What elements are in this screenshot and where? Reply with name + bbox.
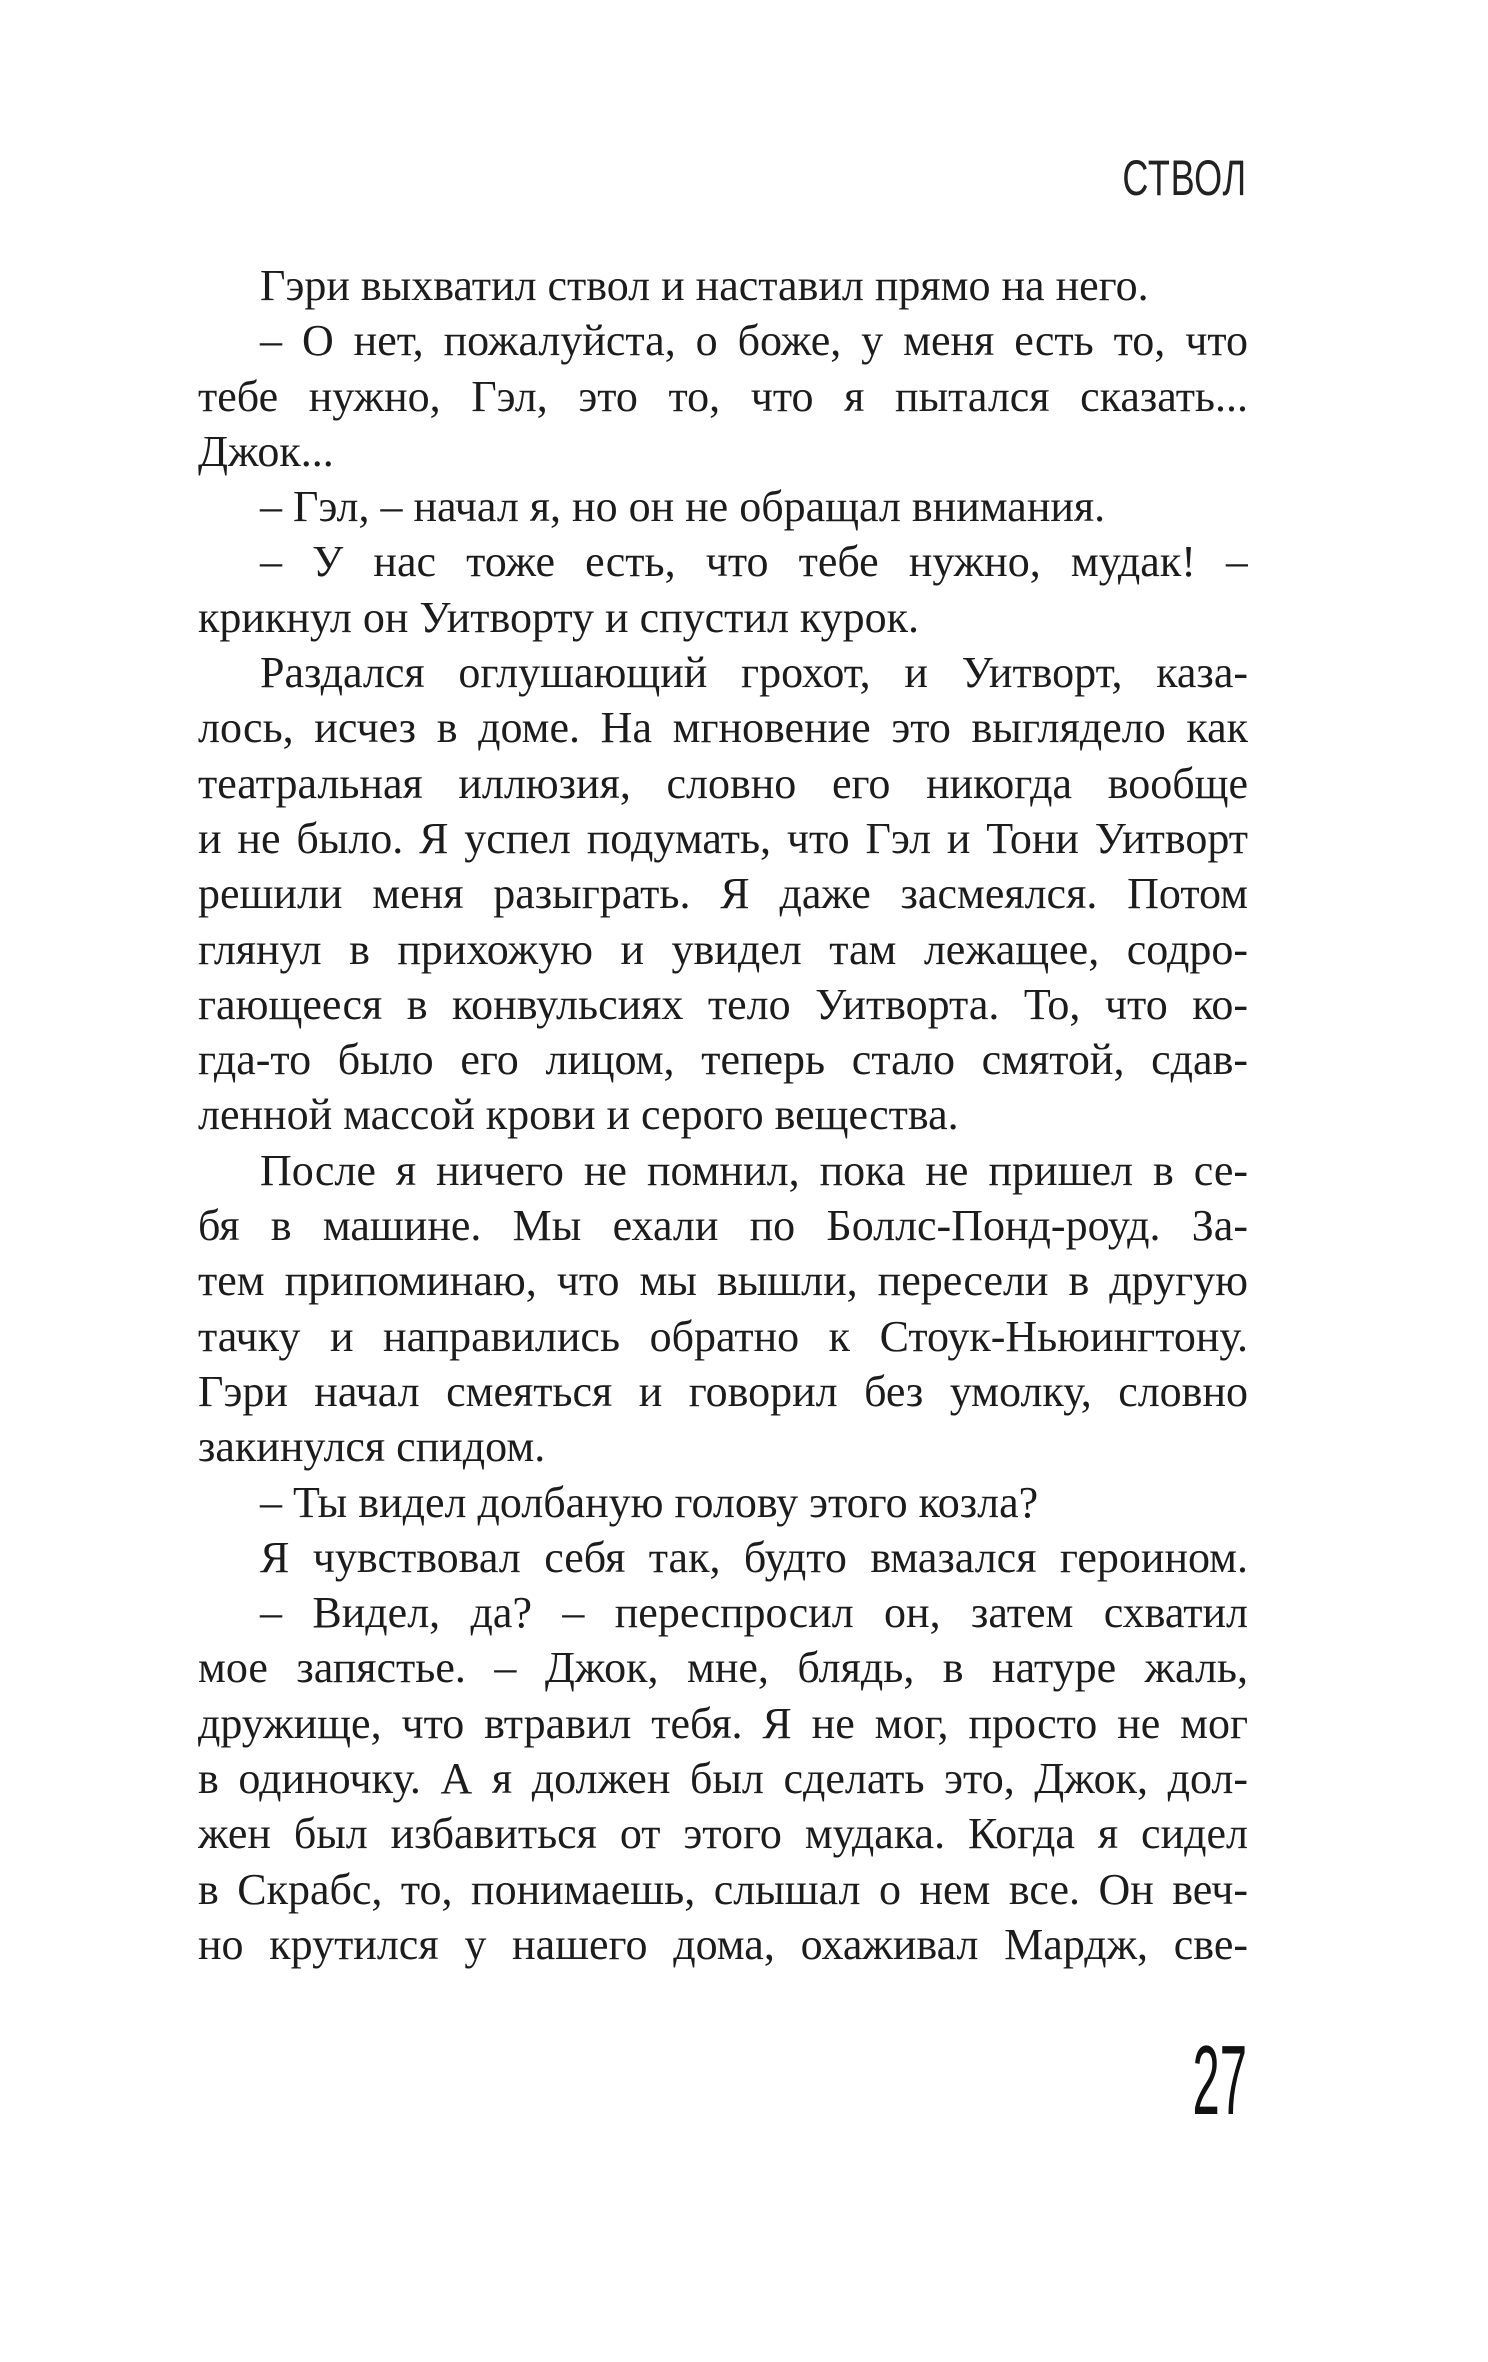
text-line: гда-то было его лицом, теперь стало смятой, сдав- [198, 1035, 1248, 1085]
text-line: Джок... [198, 426, 334, 476]
text-line: но крутился у нашего дома, охаживал Мардж, све- [198, 1919, 1248, 1969]
text-line: ленной массой крови и серого вещества. [198, 1090, 959, 1140]
text-line: тебе нужно, Гэл, это то, что я пытался сказать... [198, 371, 1248, 421]
text-line: Гэри выхватил ствол и наставил прямо на него. [260, 261, 1149, 310]
text-line: жен был избавиться от этого мудака. Когда я сидел [198, 1809, 1248, 1859]
text-line: мое запястье. – Джок, мне, блядь, в натуре жаль, [198, 1643, 1248, 1693]
text-line: бя в машине. Мы ехали по Боллс-Понд-роуд. За- [198, 1201, 1248, 1251]
running-head: СТВОЛ [1122, 150, 1247, 206]
text-line: Я чувствовал себя так, будто вмазался героином. [260, 1532, 1248, 1582]
text-line: – Гэл, – начал я, но он не обращал внимания. [260, 482, 1106, 532]
text-line: Гэри начал смеяться и говорил без умолку, словно [198, 1366, 1248, 1416]
text-line: глянул в прихожую и увидел там лежащее, содро- [198, 924, 1248, 974]
body-text [198, 258, 1248, 1972]
text-line: тем припоминаю, что мы вышли, пересели в другую [198, 1256, 1248, 1306]
text-line: и не было. Я успел подумать, что Гэл и Тони Уитворт [198, 813, 1248, 863]
text-line: решили меня разыграть. Я даже засмеялся. Потом [198, 869, 1248, 919]
text-line: После я ничего не помнил, пока не пришел в се- [260, 1145, 1248, 1195]
text-line: крикнул он Уитворту и спустил курок. [198, 592, 920, 642]
text-line: театральная иллюзия, словно его никогда вообще [198, 758, 1248, 808]
text-line: тачку и направились обратно к Стоук-Ньюингтону. [198, 1311, 1248, 1361]
text-line: – Ты видел долбаную голову этого козла? [260, 1477, 1039, 1527]
text-line: Раздался оглушающий грохот, и Уитворт, каза- [260, 648, 1248, 698]
text-line: – Видел, да? – переспросил он, затем схватил [260, 1588, 1248, 1638]
text-line: – О нет, пожалуйста, о боже, у меня есть то, что [260, 316, 1248, 366]
text-line: гающееся в конвульсиях тело Уитворта. То, что ко- [198, 979, 1248, 1029]
text-line: в Скрабс, то, понимаешь, слышал о нем все. Он веч- [198, 1864, 1248, 1914]
text-line: лось, исчез в доме. На мгновение это выглядело как [198, 703, 1248, 753]
page-number: 27 [1192, 2025, 1247, 2135]
text-line: закинулся спидом. [198, 1422, 546, 1472]
text-line: – У нас тоже есть, что тебе нужно, мудак! – [260, 537, 1248, 587]
text-line: дружище, что втравил тебя. Я не мог, просто не мог [198, 1698, 1248, 1748]
text-line: в одиночку. А я должен был сделать это, Джок, дол- [198, 1754, 1248, 1804]
